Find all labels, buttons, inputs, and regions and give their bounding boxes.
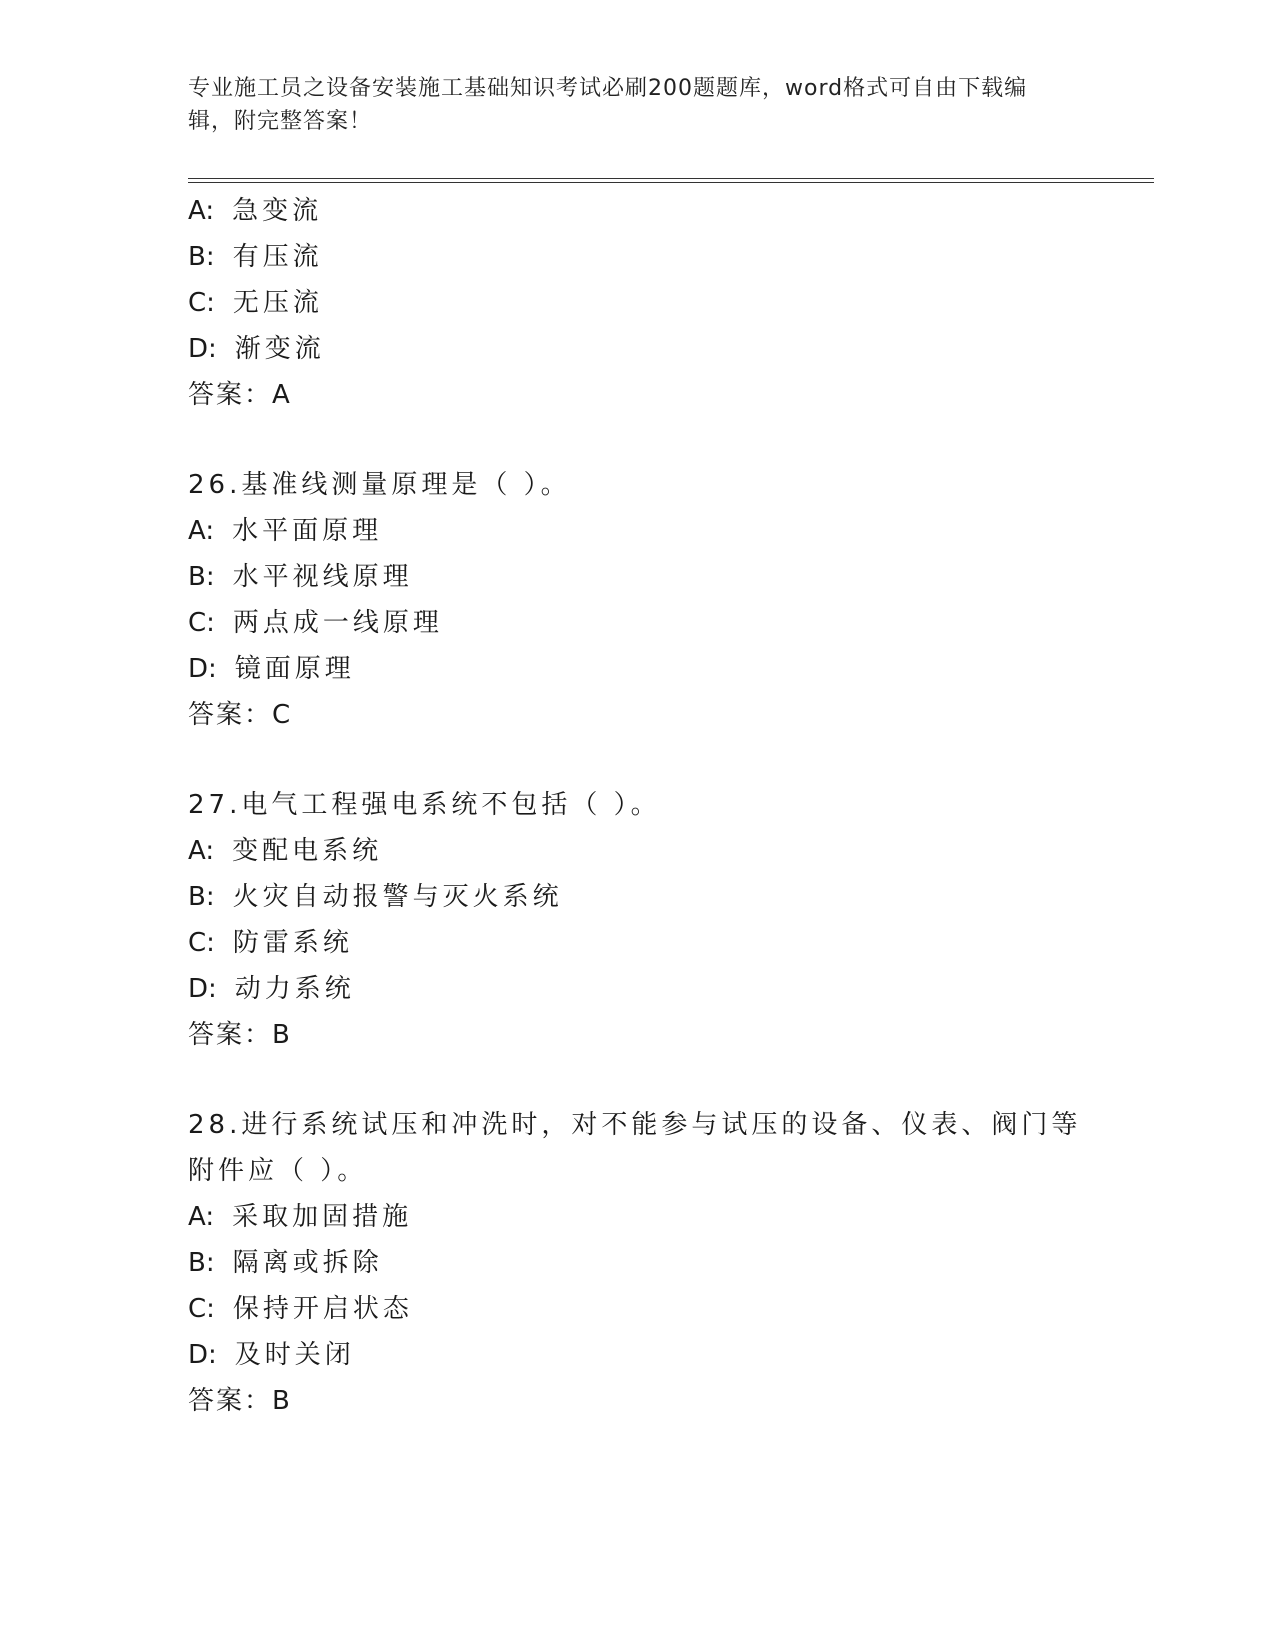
- option-b: B: 有压流: [188, 242, 323, 272]
- answer-line: 答案：B: [188, 1386, 291, 1416]
- option-b: B: 隔离或拆除: [188, 1248, 383, 1278]
- option-b: B: 水平视线原理: [188, 562, 413, 592]
- option-d: D: 及时关闭: [188, 1340, 355, 1370]
- question-stem: 26.基准线测量原理是（ ）。: [188, 470, 571, 500]
- answer-value: C: [272, 700, 292, 730]
- document-title: 专业施工员之设备安装施工基础知识考试必刷200题题库，word格式可自由下载编辑，附完整答案！: [188, 76, 1028, 134]
- option-a: A: 采取加固措施: [188, 1202, 413, 1232]
- option-c: C: 保持开启状态: [188, 1294, 413, 1324]
- answer-value: A: [272, 380, 291, 410]
- question-stem: 27.电气工程强电系统不包括（ ）。: [188, 790, 661, 820]
- option-a: A: 水平面原理: [188, 516, 383, 546]
- option-c: C: 防雷系统: [188, 928, 353, 958]
- option-a: A: 变配电系统: [188, 836, 383, 866]
- option-c: C: 无压流: [188, 288, 323, 318]
- question-block-25: [188, 188, 1108, 418]
- question-block-26: [188, 462, 1108, 738]
- option-a: A: 急变流: [188, 196, 323, 226]
- answer-value: B: [272, 1386, 291, 1416]
- option-d: D: 动力系统: [188, 974, 355, 1004]
- document-header: [188, 72, 1068, 138]
- question-list: [188, 188, 1108, 1424]
- question-block-28: [188, 1102, 1108, 1424]
- option-d: D: 镜面原理: [188, 654, 355, 684]
- option-d: D: 渐变流: [188, 334, 325, 364]
- header-divider: [188, 178, 1154, 183]
- question-stem: 28.进行系统试压和冲洗时，对不能参与试压的设备、仪表、阀门等附件应（ ）。: [188, 1110, 1082, 1186]
- question-block-27: [188, 782, 1108, 1058]
- answer-line: 答案：B: [188, 1020, 291, 1050]
- answer-value: B: [272, 1020, 291, 1050]
- option-c: C: 两点成一线原理: [188, 608, 443, 638]
- answer-line: 答案：C: [188, 700, 292, 730]
- option-b: B: 火灾自动报警与灭火系统: [188, 882, 563, 912]
- answer-line: 答案：A: [188, 380, 291, 410]
